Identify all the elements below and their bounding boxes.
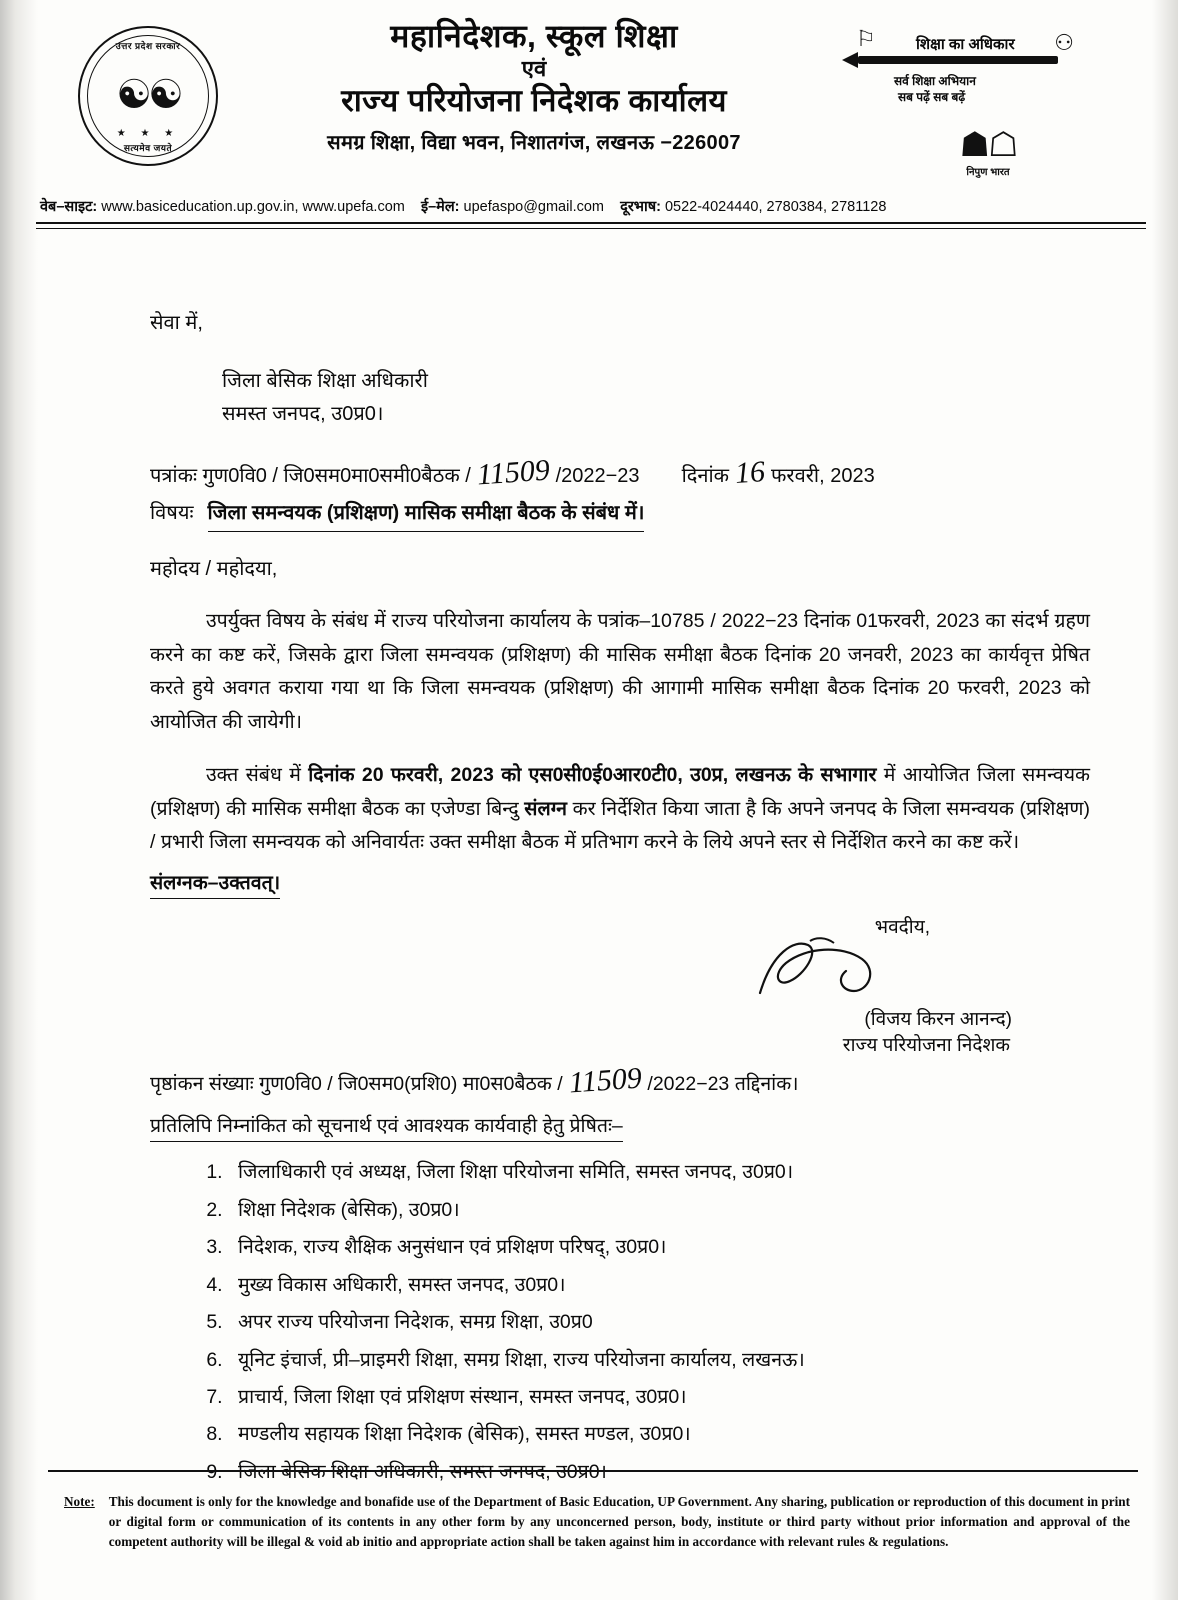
pencil-icon — [858, 56, 1058, 64]
letter-body — [0, 250, 1178, 1491]
nipun-bharat-logo — [918, 128, 1058, 178]
letterhead — [0, 0, 1178, 250]
office-address: समग्र शिक्षा, विद्या भवन, निशातगंज, लखनऊ −226007 — [327, 132, 741, 155]
copy-to-list — [150, 1154, 1090, 1491]
paragraph-2-bold-1: दिनांक 20 फरवरी, 2023 को एस0सी0ई0आर0टी0, उ0प्र, लखनऊ के सभागार — [308, 764, 877, 787]
phone-value: 0522-4024440, 2780384, 2781128 — [664, 199, 887, 215]
office-title-line3: राज्य परियोजना निदेशक कार्यालय — [341, 83, 727, 119]
to-label: सेवा में, — [150, 312, 203, 334]
up-government-emblem-icon — [78, 26, 218, 166]
contact-line — [40, 196, 1138, 216]
email-label: ई–मेल: — [420, 199, 460, 215]
list-item: 7. प्राचार्य, जिला शिक्षा एवं प्रशिक्षण संस्थान, समस्त जनपद, उ0प्र0। — [228, 1379, 1090, 1416]
endorsement-same-date: तद्दिनांक। — [734, 1072, 799, 1095]
endorsement-handwritten-number: 11509 — [567, 1061, 643, 1100]
reference-row — [150, 453, 1090, 492]
date-handwritten-day: 16 — [733, 454, 767, 491]
header-divider-thin — [36, 228, 1146, 229]
emblem-top-text: उत्तर प्रदेश सरकार — [115, 41, 181, 51]
website-label: वेब–साइट: — [40, 199, 98, 215]
endorsement-year: /2022−23 — [647, 1072, 730, 1095]
list-item: 5. अपर राज्य परियोजना निदेशक, समग्र शिक्षा, उ0प्र0 — [228, 1304, 1090, 1341]
paragraph-1: उपर्युक्त विषय के संबंध में राज्य परियोजना कार्यालय के पत्रांक–10785 / 2022−23 दिनांक 01फरवरी, 2023 का संदर्भ ग्रहण करने का कष्ट करें, जिसके द्वारा जिला समन्वयक (प्रशिक्षण) की मासिक समीक्षा बैठक दिनांक 20 जनवरी, 2023 का कार्यवृत्त प्रेषित करते हुये अवगत कराया गया था कि जिला समन्वयक (प्रशिक्षण) की आगामी मासिक समीक्षा बैठक दिनांक 20 फरवरी, 2023 को आयोजित की जायेगी। — [150, 610, 1090, 733]
child-figure-icon: ⚇ — [1054, 30, 1074, 55]
footer-divider — [48, 1470, 1138, 1472]
copy-to-heading: प्रतिलिपि निम्नांकित को सूचनार्थ एवं आवश्यक कार्यवाही हेतु प्रेषितः– — [150, 1111, 623, 1142]
header-divider-thick — [36, 222, 1146, 224]
paragraph-2-mid: में आयोजित जिला समन्वयक (प्रशिक्षण) की मासिक समीक्षा बैठक का एजेण्डा बिन्दु — [150, 764, 1090, 820]
reference-handwritten-number: 11509 — [475, 453, 551, 492]
addressee-line-2: समस्त जनपद, उ0प्र0। — [222, 403, 384, 425]
reference-value: गुण0वि0 / जि0सम0मा0समी0बैठक / — [202, 465, 471, 487]
addressee-line-1: जिला बेसिक शिक्षा अधिकारी — [222, 370, 428, 392]
phone-label: दूरभाष: — [620, 199, 661, 215]
subject-label: विषयः — [150, 502, 194, 524]
emblem-lions-icon: ☯☯ — [116, 73, 180, 118]
reference-label: पत्रांकः — [150, 465, 197, 487]
list-item: 4. मुख्य विकास अधिकारी, समस्त जनपद, उ0प्र0। — [228, 1267, 1090, 1304]
date-value: फरवरी, 2023 — [771, 465, 875, 487]
nipun-figures-icon: ☗☖ — [959, 126, 1017, 164]
handwritten-signature-icon — [750, 935, 900, 1005]
signer-name: (विजय किरन आनन्द) — [864, 1008, 1012, 1030]
signer-designation: राज्य परियोजना निदेशक — [842, 1034, 1010, 1056]
paragraph-2 — [150, 759, 1090, 860]
list-item: 6. यूनिट इंचार्ज, प्री–प्राइमरी शिक्षा, समग्र शिक्षा, राज्य परियोजना कार्यालय, लखनऊ। — [228, 1342, 1090, 1379]
addressee-block — [222, 365, 1090, 431]
website-value[interactable]: www.basiceducation.up.gov.in, www.upefa.com — [101, 199, 405, 215]
office-title-line1: महानिदेशक, स्कूल शिक्षा — [390, 18, 678, 54]
footer-note — [64, 1492, 1130, 1552]
emblem-stars-icon: ★ ★ ★ — [116, 128, 180, 139]
rte-subtitle-2: सब पढ़ें सब बढ़ें — [898, 90, 966, 104]
right-to-education-logo — [838, 26, 1074, 118]
nipun-label: निपुण भारत — [966, 167, 1010, 178]
salutation: महोदय / महोदया, — [150, 558, 278, 580]
endorsement-row — [150, 1061, 1090, 1100]
list-item: 9. जिला बेसिक शिक्षा अधिकारी, समस्त जनपद, उ0प्र0। — [228, 1454, 1090, 1491]
email-value[interactable]: upefaspo@gmail.com — [463, 199, 604, 215]
reference-year: /2022−23 — [555, 465, 640, 487]
date-label: दिनांक — [681, 465, 730, 487]
list-item: 3. निदेशक, राज्य शैक्षिक अनुसंधान एवं प्रशिक्षण परिषद्, उ0प्र0। — [228, 1229, 1090, 1266]
paragraph-2-pre: उक्त संबंध में — [206, 764, 309, 787]
attachment-note: संलग्नक–उक्तवत्। — [150, 868, 280, 899]
note-text: This document is only for the knowledge and bonafide use of the Department of Basic Education, UP Government. Any sharing, publication or reproduction of this document in print or digital form or communication of its contents in any other form by any unconcerned person, body, institute or third party without prior information and approval of the competent authority will be illegal & void ab initio and appropriate action shall be taken against him in accordance with relevant rules & regulations. — [108, 1493, 1130, 1549]
list-item: 8. मण्डलीय सहायक शिक्षा निदेशक (बेसिक), समस्त मण्डल, उ0प्र0। — [228, 1416, 1090, 1453]
child-flag-icon: ⚐ — [856, 26, 876, 51]
paragraph-2-bold-2: संलग्न — [524, 797, 568, 820]
office-title-line2: एवं — [521, 55, 547, 81]
yours-faithfully: भवदीय, — [874, 916, 930, 938]
rte-title: शिक्षा का अधिकार — [916, 36, 1015, 53]
paragraph-2-post: कर निर्देशित किया जाता है कि अपने जनपद के जिला समन्वयक (प्रशिक्षण) / प्रभारी जिला समन्वयक को अनिवार्यतः उक्त समीक्षा बैठक में प्रतिभाग करने के लिये अपने स्तर से निर्देशित करने का कष्ट करें। — [150, 797, 1090, 854]
list-item: 2. शिक्षा निदेशक (बेसिक), उ0प्र0। — [228, 1192, 1090, 1229]
rte-subtitle-1: सर्व शिक्षा अभियान — [894, 74, 976, 88]
list-item: 1. जिलाधिकारी एवं अध्यक्ष, जिला शिक्षा परियोजना समिति, समस्त जनपद, उ0प्र0। — [228, 1154, 1090, 1191]
signature-block — [150, 913, 1090, 1056]
subject-row — [150, 498, 1090, 532]
endorsement-value: गुण0वि0 / जि0सम0(प्रशि0) मा0स0बैठक / — [259, 1072, 563, 1095]
note-label: Note: — [64, 1493, 95, 1509]
subject-text: जिला समन्वयक (प्रशिक्षण) मासिक समीक्षा बैठक के संबंध में। — [208, 498, 645, 532]
emblem-bottom-text: सत्यमेव जयते — [123, 143, 173, 153]
endorsement-label: पृष्ठांकन संख्याः — [150, 1072, 254, 1095]
